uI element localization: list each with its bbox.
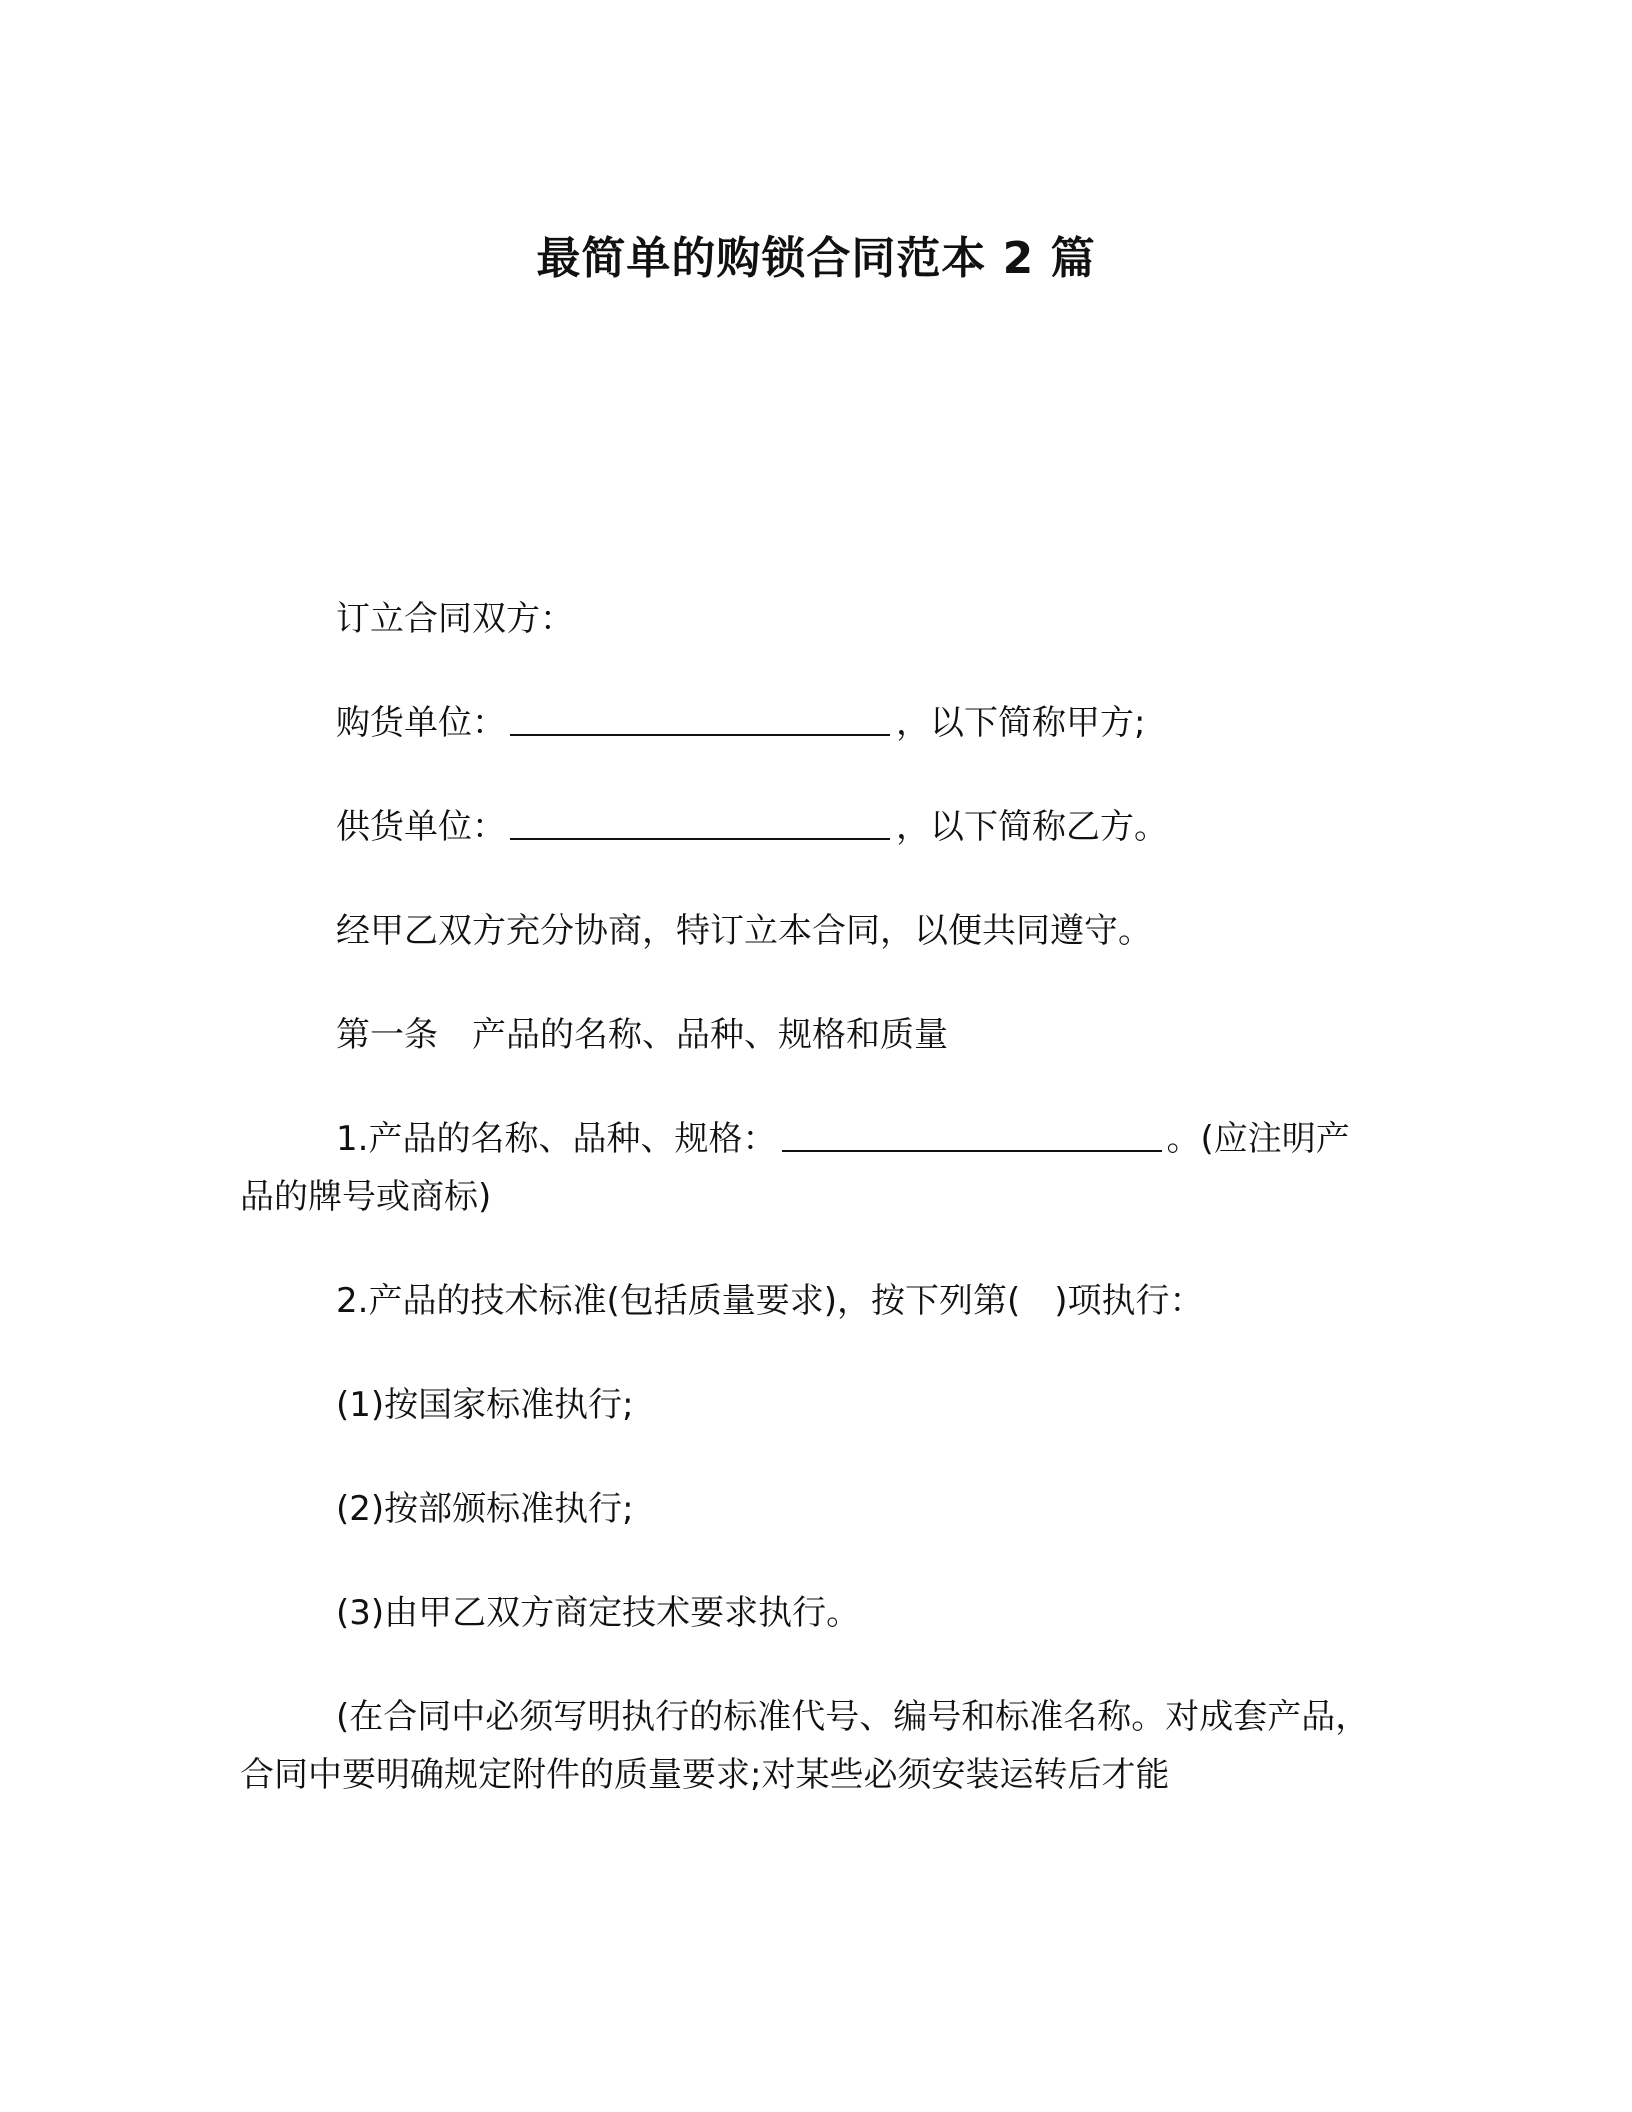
buyer-suffix: ，以下简称甲方; bbox=[896, 703, 1146, 743]
supplier-blank-line bbox=[510, 804, 890, 840]
paragraph-text: 订立合同双方： bbox=[336, 599, 574, 639]
supplier-suffix: ，以下简称乙方。 bbox=[896, 807, 1168, 847]
paragraph-supplier bbox=[240, 798, 1370, 856]
paragraph-text: (2)按部颁标准执行; bbox=[336, 1489, 634, 1529]
buyer-blank-line bbox=[510, 700, 890, 736]
product-name-label: 1.产品的名称、品种、规格： bbox=[336, 1119, 777, 1159]
paragraph-text: (在合同中必须写明执行的标准代号、编号和标准名称。对成套产品，合同中要明确规定附件的质量要求;对某些必须安装运转后才能 bbox=[240, 1697, 1370, 1795]
paragraph-option-2 bbox=[240, 1480, 1370, 1538]
paragraph-product-name bbox=[240, 1110, 1370, 1226]
paragraph-article-one bbox=[240, 1006, 1370, 1064]
paragraph-text: 2.产品的技术标准(包括质量要求)，按下列第( )项执行： bbox=[336, 1281, 1204, 1321]
paragraph-text: 经甲乙双方充分协商，特订立本合同，以便共同遵守。 bbox=[336, 911, 1152, 951]
product-name-blank-line bbox=[782, 1116, 1162, 1152]
document-title: 最简单的购锁合同范本 2 篇 bbox=[536, 233, 1096, 284]
paragraph-option-3 bbox=[240, 1584, 1370, 1642]
buyer-label: 购货单位： bbox=[336, 703, 506, 743]
document-body bbox=[240, 590, 1370, 1850]
paragraph-technical-standard bbox=[240, 1272, 1370, 1330]
paragraph-text: (3)由甲乙双方商定技术要求执行。 bbox=[336, 1593, 861, 1633]
paragraph-option-1 bbox=[240, 1376, 1370, 1434]
paragraph-agreement bbox=[240, 902, 1370, 960]
product-name-suffix: 。(应注明产品的牌号或商标) bbox=[240, 1119, 1350, 1217]
paragraph-text: (1)按国家标准执行; bbox=[336, 1385, 634, 1425]
article-heading: 第一条 产品的名称、品种、规格和质量 bbox=[336, 1015, 948, 1055]
paragraph-parties bbox=[240, 590, 1370, 648]
paragraph-standard-note bbox=[240, 1688, 1370, 1804]
supplier-label: 供货单位： bbox=[336, 807, 506, 847]
paragraph-buyer bbox=[240, 694, 1370, 752]
